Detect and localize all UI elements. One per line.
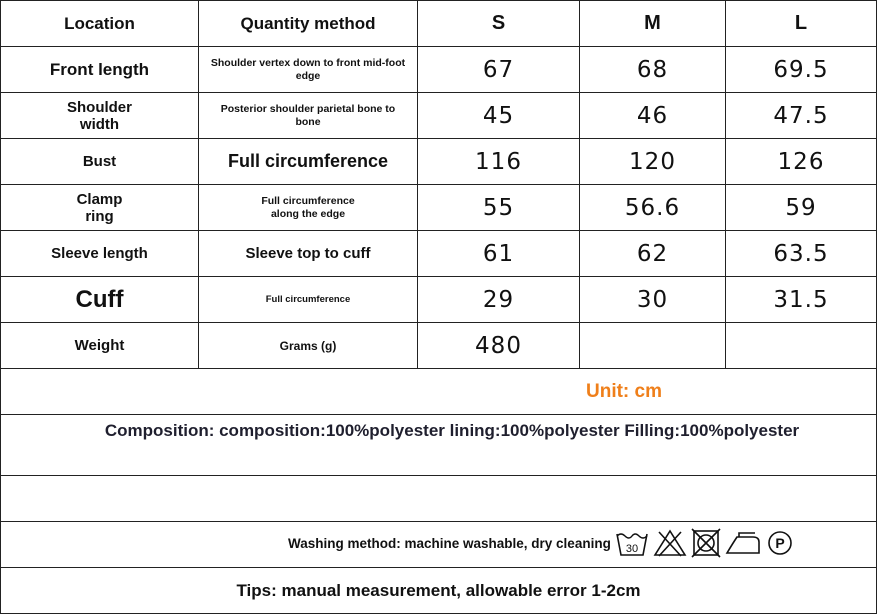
header-size-l: L — [726, 1, 877, 47]
row-method: Sleeve top to cuff — [199, 231, 418, 277]
row-method-text: Posterior shoulder parietal bone to bone — [220, 102, 396, 128]
value-s: 480 — [418, 323, 580, 369]
unit-label: Unit: cm — [586, 381, 662, 402]
blank-row — [1, 476, 877, 522]
value-s: 67 — [418, 47, 580, 93]
header-size-s: S — [418, 1, 580, 47]
row-location: Weight — [1, 323, 199, 369]
table-row — [1, 231, 877, 277]
value-s: 55 — [418, 185, 580, 231]
value-l: 126 — [726, 139, 877, 185]
care-icons — [615, 528, 795, 558]
unit-row — [1, 369, 877, 415]
row-method — [199, 93, 418, 139]
value-l: 63.5 — [726, 231, 877, 277]
washing-cell — [1, 522, 877, 568]
value-l: 31.5 — [726, 277, 877, 323]
value-m — [580, 323, 726, 369]
header-size-m: M — [580, 1, 726, 47]
value-l: 47.5 — [726, 93, 877, 139]
blank-cell — [1, 476, 877, 522]
row-location: Bust — [1, 139, 199, 185]
row-location: Front length — [1, 47, 199, 93]
row-method — [199, 185, 418, 231]
row-method: Shoulder vertex down to front mid-foot edge — [199, 47, 418, 93]
value-s: 29 — [418, 277, 580, 323]
header-row — [1, 1, 877, 47]
header-location: Location — [1, 1, 199, 47]
table-row — [1, 323, 877, 369]
value-l: 69.5 — [726, 47, 877, 93]
row-location — [1, 185, 199, 231]
value-l: 59 — [726, 185, 877, 231]
header-method: Quantity method — [199, 1, 418, 47]
row-method: Full circumference — [199, 277, 418, 323]
tips-text: Tips: manual measurement, allowable error 1-2cm — [1, 568, 877, 614]
row-location-text: Clamp ring — [76, 190, 123, 225]
row-method: Grams (g) — [199, 323, 418, 369]
value-m: 120 — [580, 139, 726, 185]
washing-text: Washing method: machine washable, dry cleaning — [288, 536, 611, 551]
tips-row — [1, 568, 877, 614]
table-row — [1, 47, 877, 93]
table-row — [1, 93, 877, 139]
table-row — [1, 185, 877, 231]
table-row — [1, 139, 877, 185]
value-m: 62 — [580, 231, 726, 277]
row-location: Sleeve length — [1, 231, 199, 277]
wash-temperature: 30 — [625, 543, 639, 555]
value-l — [726, 323, 877, 369]
value-m: 56.6 — [580, 185, 726, 231]
row-location — [1, 93, 199, 139]
dry-clean-p-icon — [765, 528, 795, 558]
row-location-text: Shoulder width — [66, 98, 132, 133]
composition-row — [1, 415, 877, 476]
iron-icon — [725, 528, 761, 558]
no-bleach-icon — [653, 528, 687, 558]
value-s: 45 — [418, 93, 580, 139]
composition-text: Composition: composition:100%polyester lining:100%polyester Filling:100%polyester — [1, 415, 877, 476]
value-s: 116 — [418, 139, 580, 185]
table-row — [1, 277, 877, 323]
no-tumble-dry-icon — [691, 528, 721, 558]
row-method-text: Full circumference along the edge — [261, 194, 355, 220]
wash-30-icon — [615, 528, 649, 558]
row-location: Cuff — [1, 277, 199, 323]
value-s: 61 — [418, 231, 580, 277]
value-m: 46 — [580, 93, 726, 139]
unit-cell — [1, 369, 877, 415]
row-method: Full circumference — [199, 139, 418, 185]
value-m: 30 — [580, 277, 726, 323]
value-m: 68 — [580, 47, 726, 93]
washing-row — [1, 522, 877, 568]
dry-clean-letter: P — [775, 535, 785, 551]
